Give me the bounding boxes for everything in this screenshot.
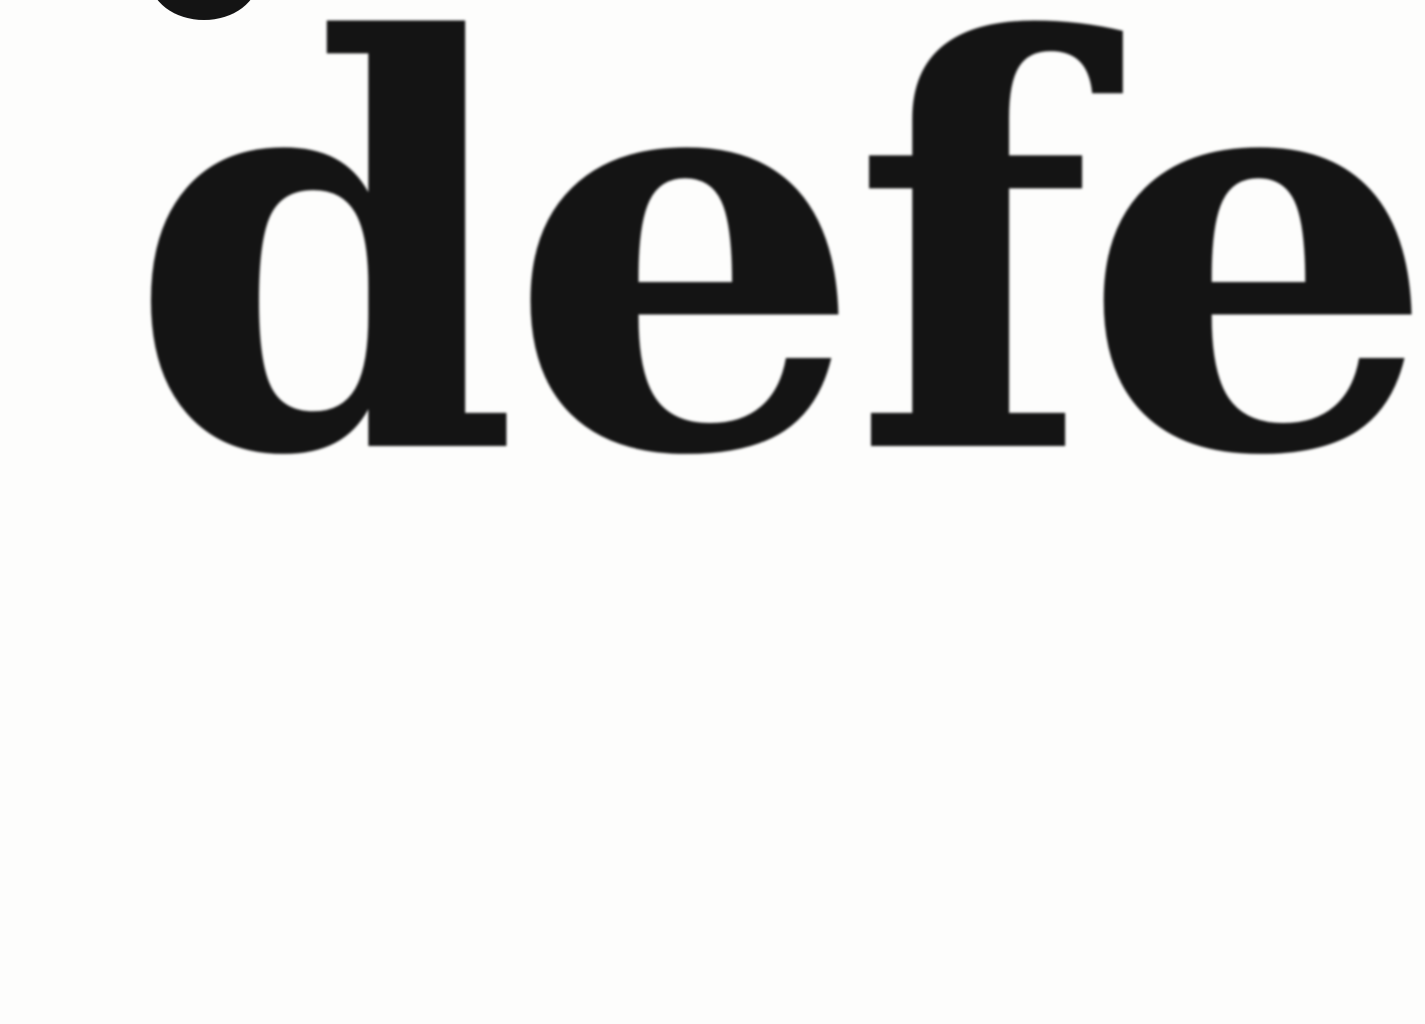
- word-fragment: defe: [128, 0, 1425, 579]
